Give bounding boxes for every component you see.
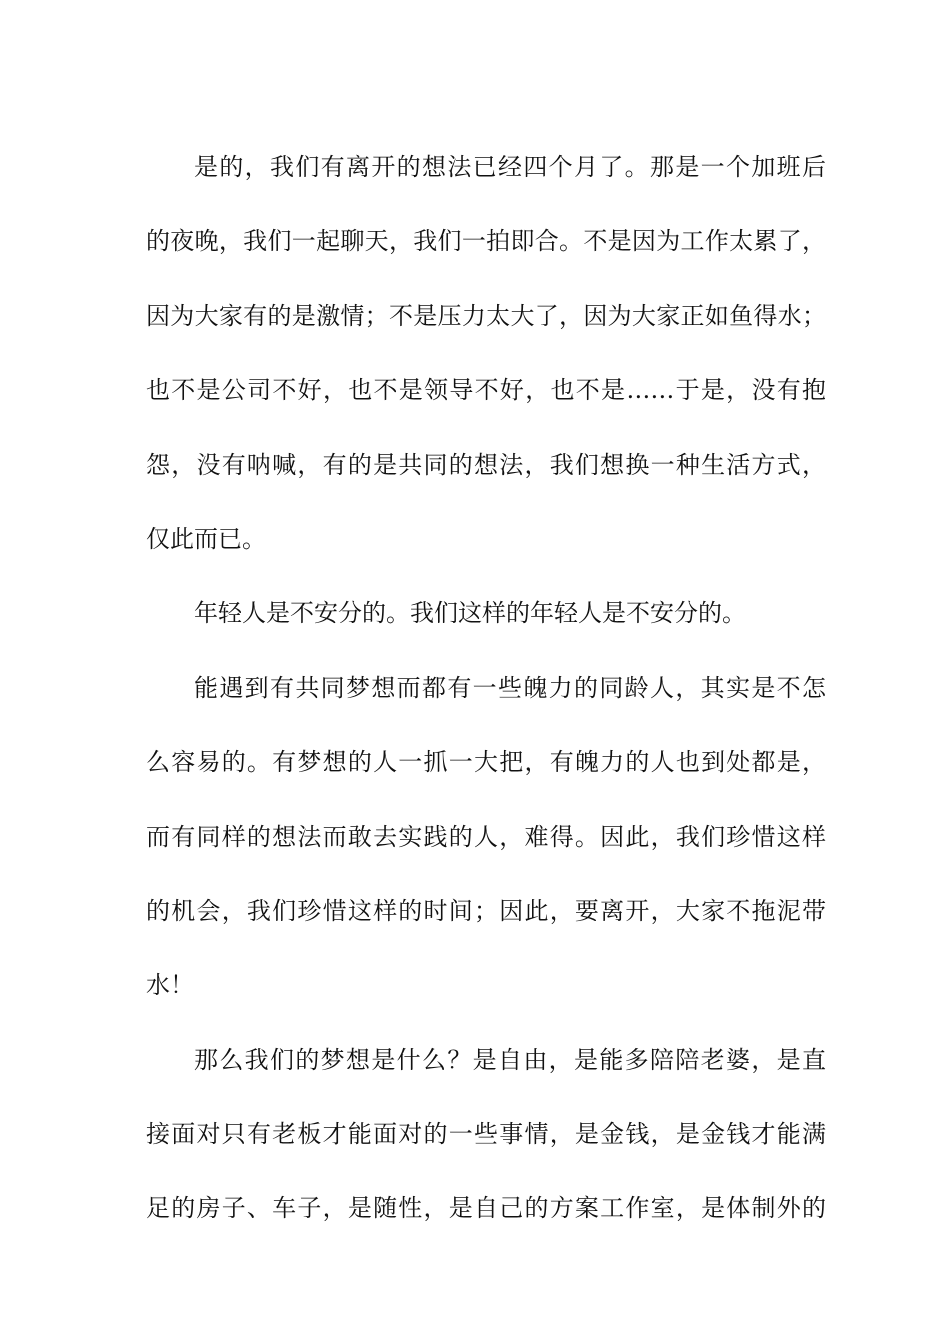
text-line: 足的房子、车子，是随性，是自己的方案工作室，是体制外的 [146,1194,826,1223]
text-line: 怨，没有呐喊，有的是共同的想法，我们想换一种生活方式， [146,450,826,479]
text-line: 的机会，我们珍惜这样的时间；因此，要离开，大家不拖泥带 [146,896,826,925]
text-line: 年轻人是不安分的。我们这样的年轻人是不安分的。 [194,599,746,628]
paragraph-2 [146,576,826,650]
paragraph-1 [146,130,826,576]
text-line: 仅此而已。 [146,524,266,553]
paragraph-4 [146,1023,826,1246]
text-line: 的夜晚，我们一起聊天，我们一拍即合。不是因为工作太累了， [146,227,826,256]
text-line: 接面对只有老板才能面对的一些事情，是金钱，是金钱才能满 [146,1120,826,1149]
text-line: 能遇到有共同梦想而都有一些魄力的同龄人，其实是不怎 [194,673,826,702]
text-line: 因为大家有的是激情；不是压力太大了，因为大家正如鱼得水； [146,301,826,330]
text-line: 也不是公司不好，也不是领导不好，也不是……于是，没有抱 [146,376,826,405]
text-line: 水！ [146,971,194,1000]
text-line: 而有同样的想法而敢去实践的人，难得。因此，我们珍惜这样 [146,822,826,851]
paragraph-3 [146,651,826,1023]
text-line: 么容易的。有梦想的人一抓一大把，有魄力的人也到处都是， [146,748,826,777]
document-body [146,130,826,1246]
text-line: 那么我们的梦想是什么？是自由，是能多陪陪老婆，是直 [194,1045,826,1074]
text-line: 是的，我们有离开的想法已经四个月了。那是一个加班后 [194,153,826,181]
